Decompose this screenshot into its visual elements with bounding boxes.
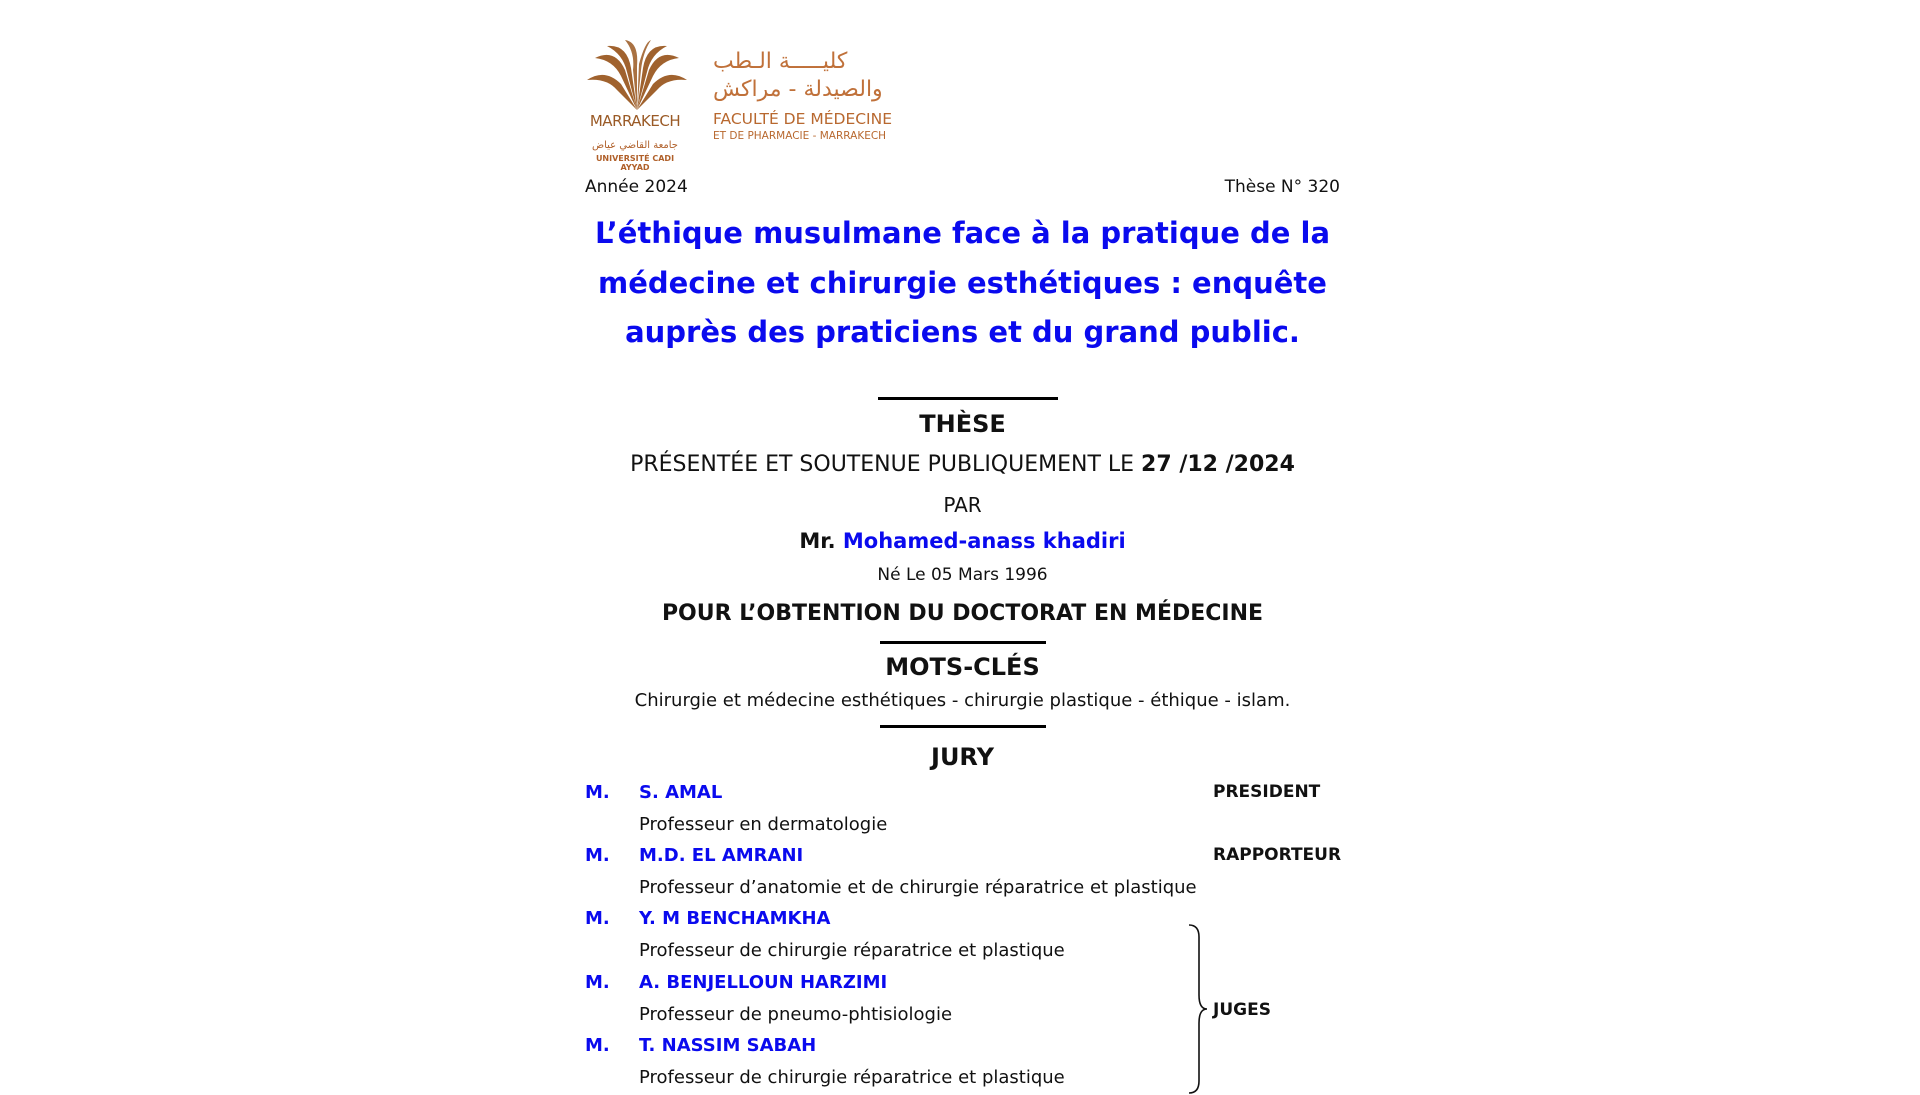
divider-rule [878,397,1058,400]
logo-university-name: UNIVERSITÉ CADI AYYAD [595,154,675,172]
jury-civility: M. [585,908,610,929]
thesis-cover-page [585,40,1342,1088]
thesis-title-line: médecine et chirurgie esthétiques : enquête [598,265,1327,300]
jury-label: JURY [931,743,994,771]
par-label: PAR [943,493,982,517]
presentation-text: PRÉSENTÉE ET SOUTENUE PUBLIQUEMENT LE [630,452,1142,477]
jury-role: RAPPORTEUR [1213,845,1342,865]
jury-civility: M. [585,1035,610,1056]
degree-line: POUR L’OBTENTION DU DOCTORAT EN MÉDECINE [661,601,1264,626]
keywords-label: MOTS-CLÉS [885,653,1040,681]
jury-name: A. BENJELLOUN HARZIMI [639,972,888,993]
thesis-number: Thèse N° 320 [1224,177,1340,197]
keywords-text: Chirurgie et médecine esthétiques - chirurgie plastique - éthique - islam. [634,690,1291,711]
jury-name: M.D. EL AMRANI [639,845,804,866]
jury-civility: M. [585,845,610,866]
jury-name: T. NASSIM SABAH [639,1035,817,1056]
thesis-title [585,209,1340,358]
author-name: Mohamed-anass khadiri [842,529,1126,553]
jury-civility: M. [585,782,610,803]
jury-title: Professeur d’anatomie et de chirurgie réparatrice et plastique [639,877,1197,898]
faculty-french-line-1: FACULTÉ DE MÉDECINE [713,110,893,128]
presentation-line [585,452,1340,477]
jury-title: Professeur de chirurgie réparatrice et plastique [639,940,1065,961]
jury-title: Professeur de chirurgie réparatrice et plastique [639,1067,1065,1088]
jury-title: Professeur de pneumo-phtisiologie [639,1004,953,1025]
divider-rule [880,641,1046,644]
curly-brace-icon [1185,923,1209,1095]
jury-name: Y. M BENCHAMKHA [639,908,831,929]
divider-rule [880,725,1046,728]
defense-date: 27 /12 /2024 [1141,452,1295,477]
logo-university-arabic: جامعة القاضي عياض [591,140,678,151]
faculty-french-line-2: ET DE PHARMACIE - MARRAKECH [713,130,887,142]
faculty-arabic-line-1: كليـــــة الـطب [713,49,848,74]
thesis-title-line: L’éthique musulmane face à la pratique de la [594,216,1331,250]
these-label: THÈSE [919,410,1006,438]
faculty-name-block [713,48,913,144]
juges-label: JUGES [1213,1000,1271,1020]
jury-name: S. AMAL [639,782,723,803]
birth-date: Né Le 05 Mars 1996 [877,565,1048,585]
author-line [585,529,1340,553]
faculty-arabic-line-2: والصيدلة - مراكش [713,77,883,102]
thesis-title-line: auprès des praticiens et du grand public. [625,315,1300,349]
jury-role: PRESIDENT [1213,782,1321,802]
palm-emblem-icon [585,40,689,112]
author-prefix: Mr. [799,529,843,553]
year-row [585,177,1340,201]
thesis-year: Année 2024 [585,177,688,197]
university-logo [585,40,695,172]
jury-civility: M. [585,972,610,993]
logo-city-text: MARRAKECH [589,112,681,130]
jury-title: Professeur en dermatologie [639,814,888,835]
